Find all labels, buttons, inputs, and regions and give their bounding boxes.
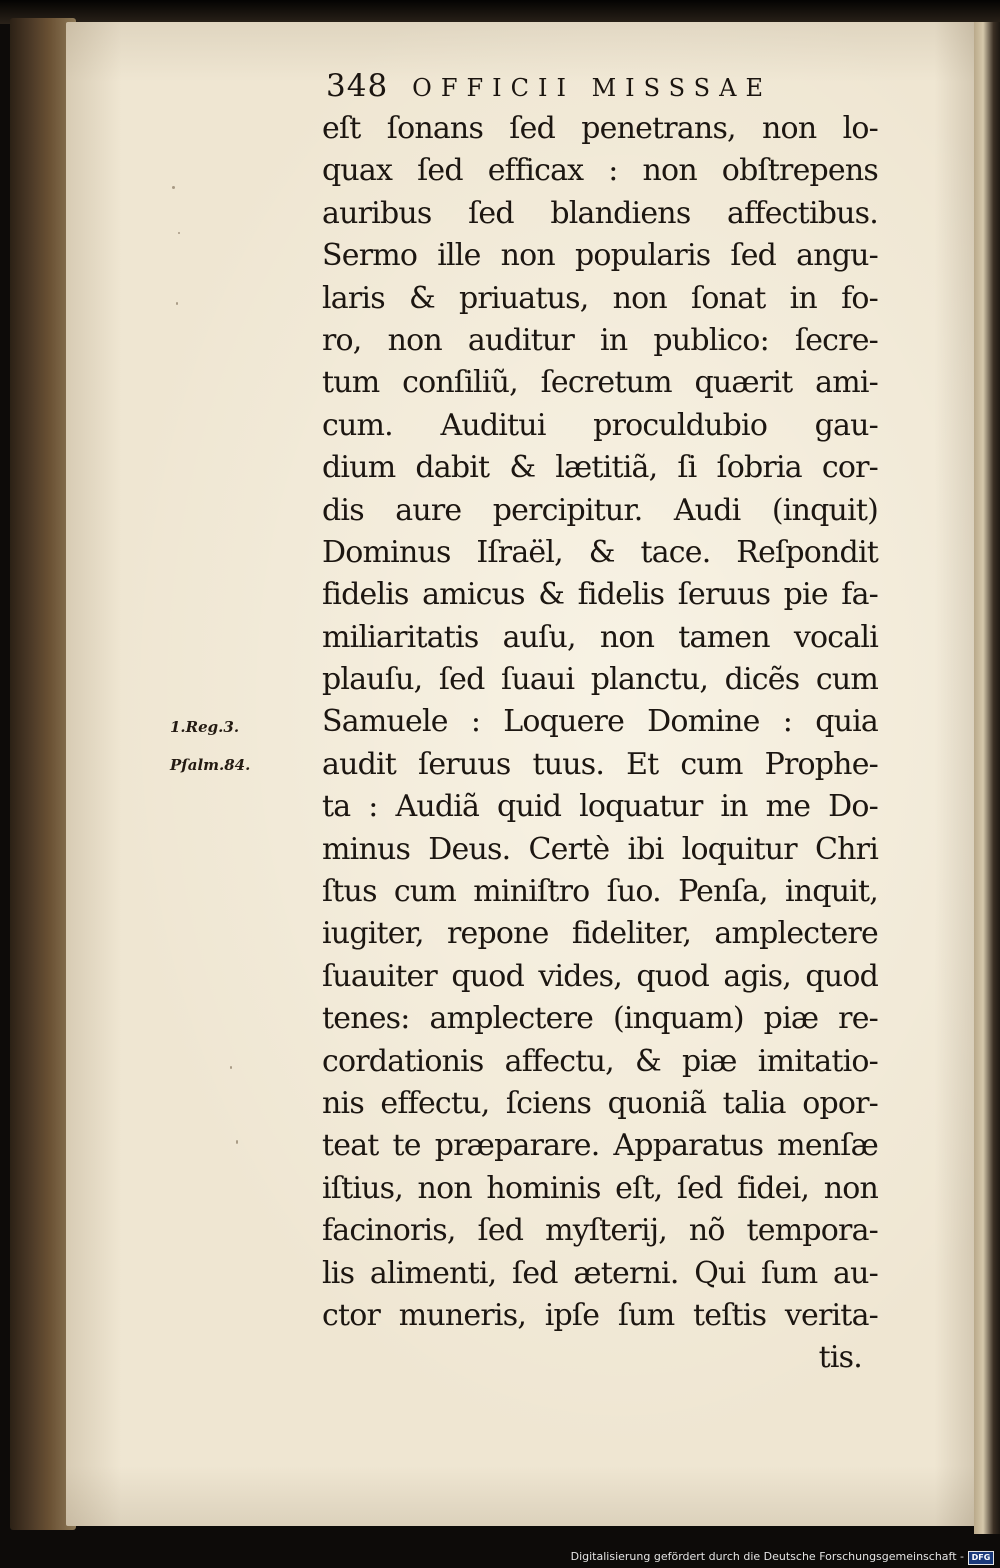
text-line: facinoris, ſed myſterij, nõ tempora-: [322, 1213, 878, 1249]
page-header: [326, 68, 772, 112]
text-line: minus Deus. Certè ibi loquitur Chri: [322, 831, 878, 867]
body-text: [322, 108, 878, 1380]
text-line: tum conſiliũ, ſecretum quærit ami-: [322, 365, 878, 401]
text-line: laris & priuatus, non ſonat in fo-: [322, 280, 878, 316]
catchword: tis.: [818, 1340, 862, 1376]
dfg-logo: DFG: [968, 1551, 994, 1565]
text-line: auribus ſed blandiens affectibus.: [322, 195, 878, 231]
text-line: eſt ſonans ſed penetrans, non lo-: [322, 111, 878, 146]
paper-speck: [178, 232, 180, 234]
text-line: ſtus cum miniſtro ſuo. Penſa, inquit,: [322, 874, 878, 910]
text-line: dis aure percipitur. Audi (inquit): [322, 492, 878, 528]
text-line: miliaritatis auſu, non tamen vocali: [322, 619, 878, 655]
text-line: fidelis amicus & fidelis ſeruus pie fa-: [322, 577, 878, 613]
text-line: quax ſed efficax : non obſtrepens: [322, 153, 878, 189]
text-line: tenes: amplectere (inquam) piæ re-: [322, 1001, 878, 1037]
text-line: ctor muneris, ipſe ſum teſtis verita-: [322, 1297, 878, 1333]
paper-speck: [172, 186, 175, 189]
running-head: OFFICII MISSSAE: [412, 74, 772, 102]
text-line: Samuele : Loquere Domine : quia: [322, 704, 878, 740]
funding-credit: Digitalisierung gefördert durch die Deutsche Forschungsgemeinschaft -: [570, 1550, 964, 1563]
text-line: ſuauiter quod vides, quod agis, quod: [322, 958, 878, 994]
paper-speck: [230, 1066, 232, 1069]
book-top-edge: [0, 0, 1000, 24]
text-line: Sermo ille non popularis ſed angu-: [322, 238, 878, 274]
text-line: Dominus Iſraël, & tace. Reſpondit: [322, 534, 878, 570]
text-line: iſtius, non hominis eſt, ſed fidei, non: [322, 1170, 878, 1206]
text-line: lis alimenti, ſed æterni. Qui ſum au-: [322, 1255, 878, 1291]
text-line: teat te præparare. Apparatus menſæ: [322, 1128, 878, 1164]
page-number: 348: [326, 68, 389, 104]
text-line: ta : Audiã quid loquatur in me Do-: [322, 789, 878, 825]
text-line: dium dabit & lætitiã, ſi ſobria cor-: [322, 450, 878, 486]
paper-speck: [176, 302, 178, 305]
page-fore-edge: [974, 22, 1000, 1534]
text-line: cum. Auditui proculdubio gau-: [322, 407, 878, 443]
marginal-note: Pſalm.84.: [170, 756, 251, 774]
marginal-note: 1.Reg.3.: [170, 718, 240, 736]
text-line: audit ſeruus tuus. Et cum Prophe-: [322, 746, 878, 782]
paper-speck: [236, 1140, 238, 1144]
text-line: ro, non auditur in publico: ſecre-: [322, 322, 878, 358]
marginal-notes: [170, 708, 300, 784]
text-line: iugiter, repone fideliter, amplectere: [322, 916, 878, 952]
text-line: plauſu, ſed ſuaui planctu, dicẽs cum: [322, 662, 878, 698]
text-line: nis effectu, ſciens quoniã talia opor-: [322, 1085, 878, 1121]
text-line: cordationis affectu, & piæ imitatio-: [322, 1043, 878, 1079]
